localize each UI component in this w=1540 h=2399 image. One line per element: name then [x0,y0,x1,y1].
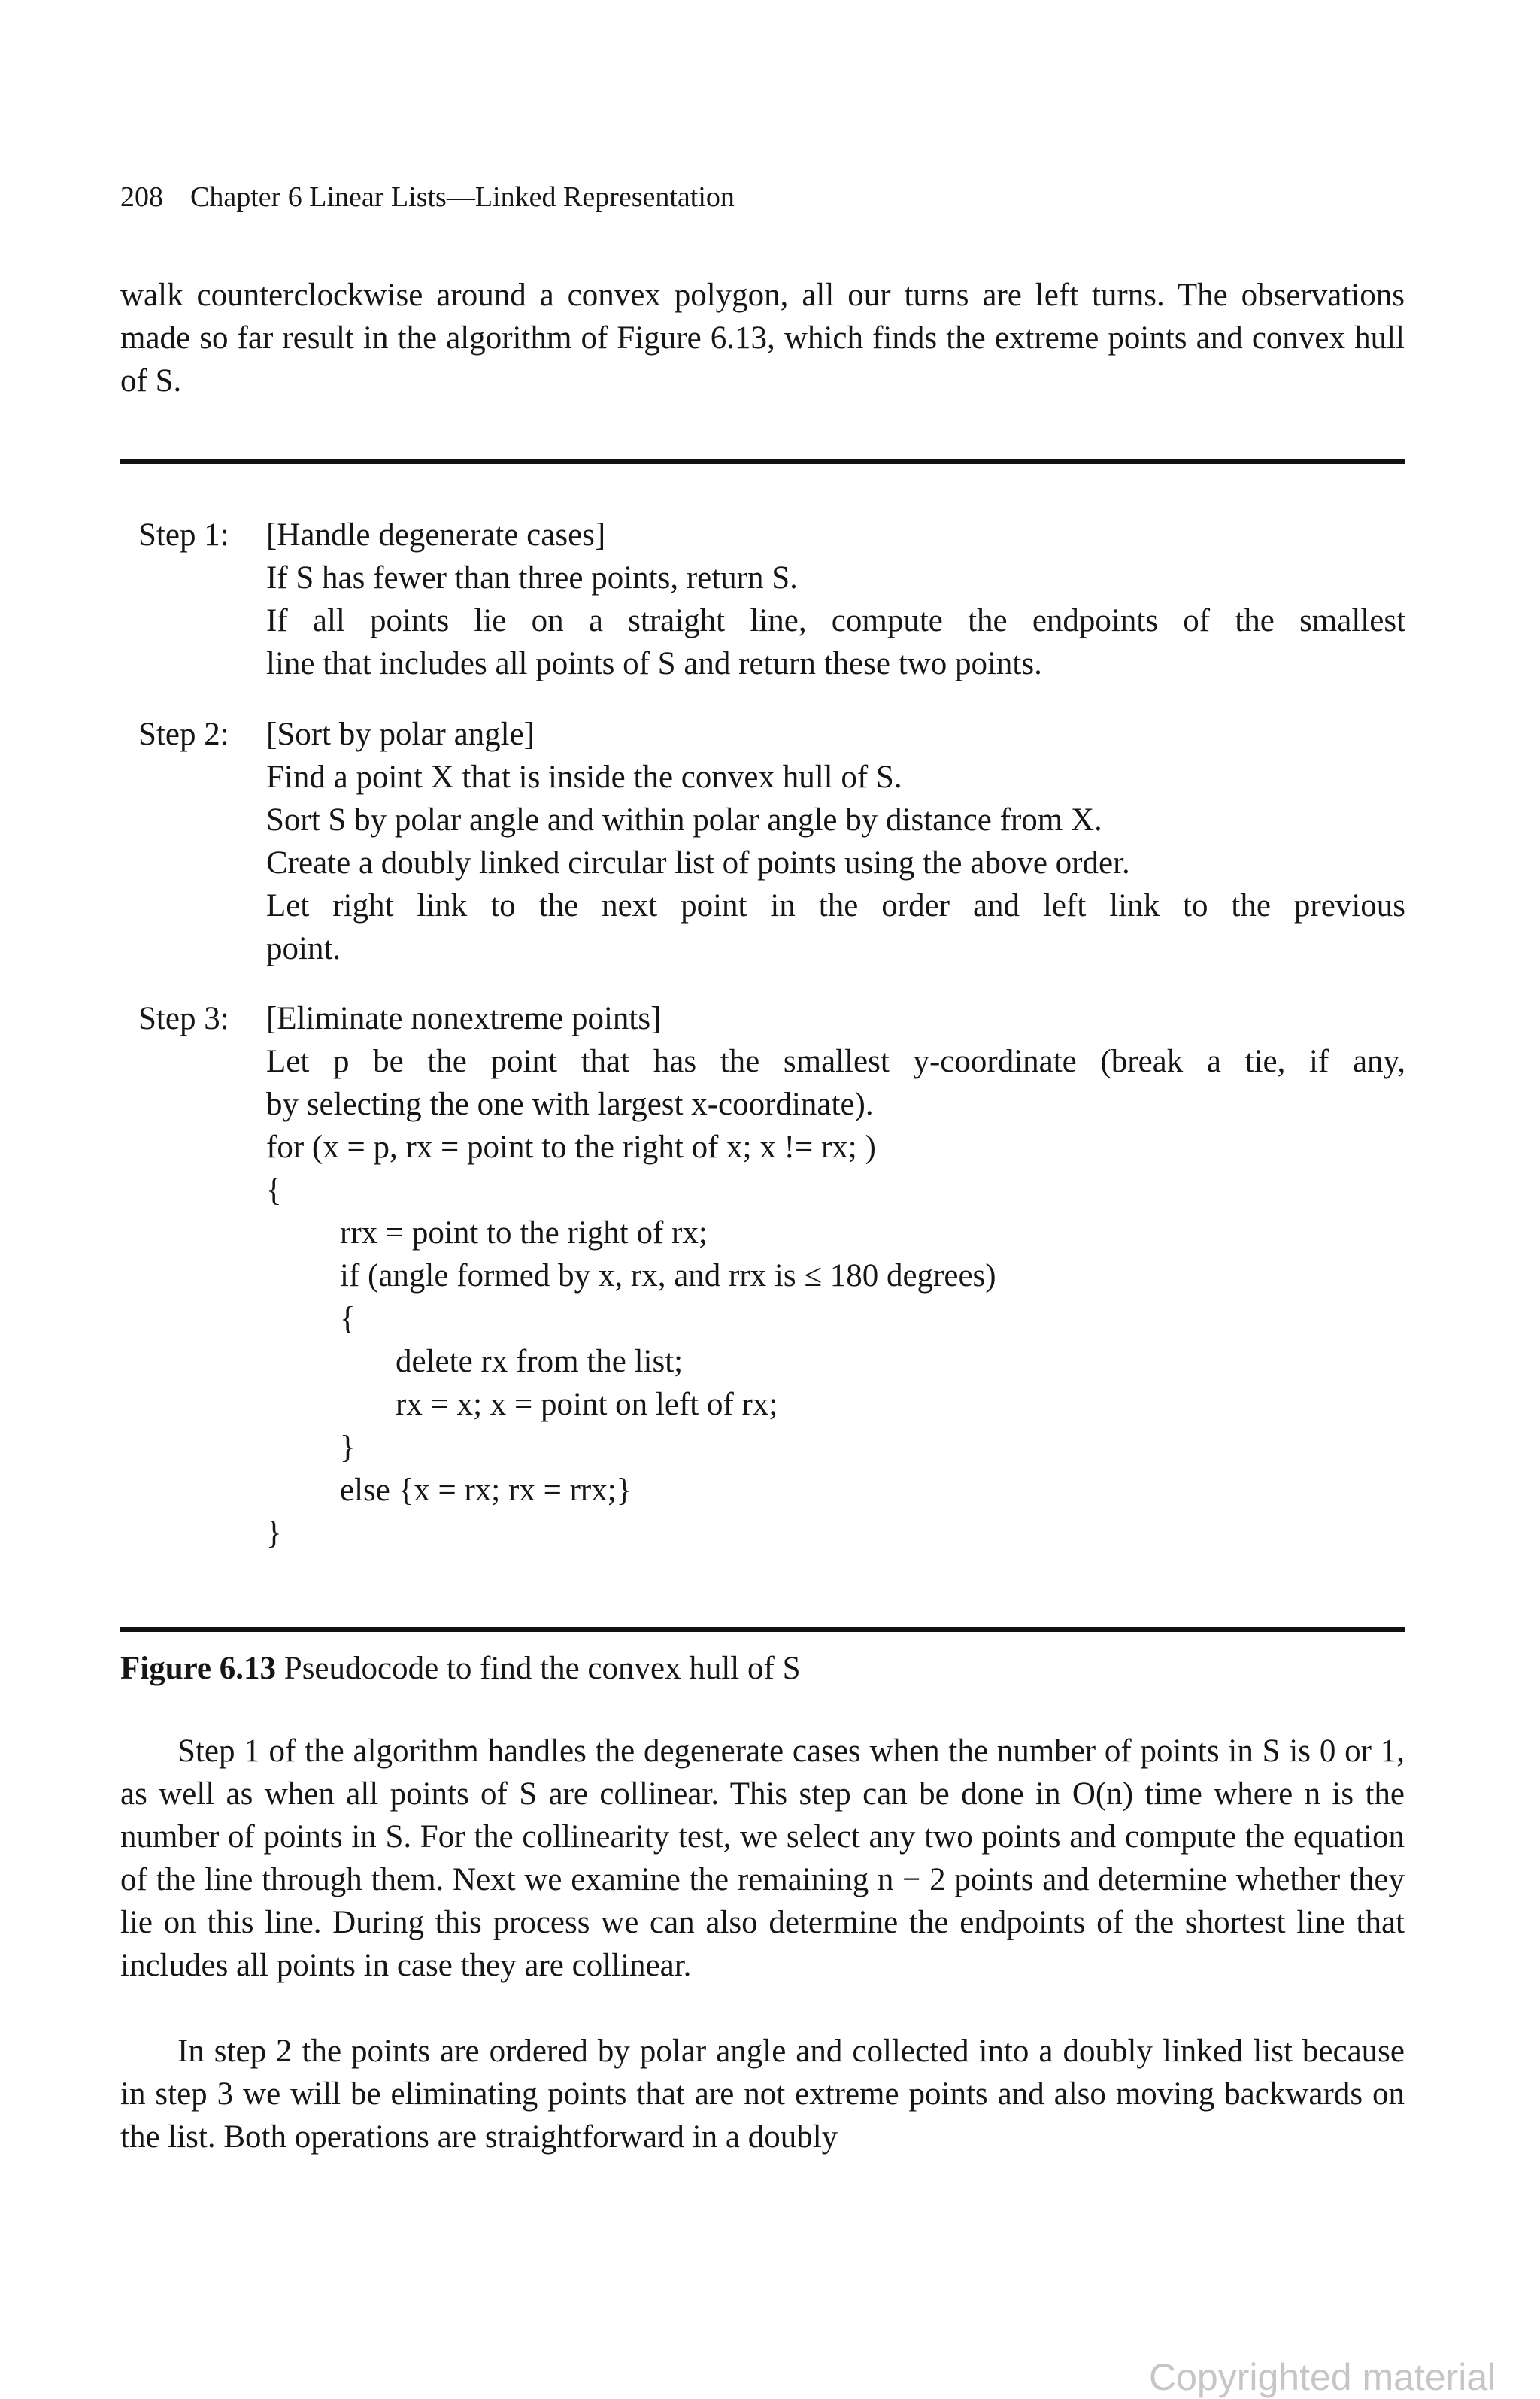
figure-caption-label: Figure 6.13 [120,1651,277,1686]
figure-caption-text: Pseudocode to find the convex hull of S [283,1651,801,1686]
figure-top-rule [120,459,1405,464]
step-1-label: Step 1: [138,517,229,553]
step-1-title: [Handle degenerate cases] [266,517,606,553]
pseudocode-line: for (x = p, rx = point to the right of x; x != rx; ) [266,1130,876,1165]
step-3-line: by selecting the one with largest x-coordinate). [266,1087,874,1122]
pseudocode-line: } [340,1430,356,1465]
step-2-line: Find a point X that is inside the convex hull of S. [266,760,902,795]
pseudocode-line: rx = x; x = point on left of rx; [396,1387,778,1422]
page-number: 208 [120,181,163,213]
step-1-line: line that includes all points of S and return these two points. [266,646,1042,681]
running-title: Chapter 6 Linear Lists—Linked Representation [190,181,735,213]
figure-caption [120,1647,800,1690]
pseudocode-line: delete rx from the list; [396,1344,684,1379]
step-2-label: Step 2: [138,717,229,752]
step-2-line: Create a doubly linked circular list of points using the above order. [266,845,1130,881]
intro-paragraph: walk counterclockwise around a convex polygon, all our turns are left turns. The observations made so far result in the algorithm of Figure 6.13, which finds the extreme points and convex hull of S. [120,278,1405,399]
pseudocode-line: } [266,1515,282,1551]
pseudocode-line: { [340,1301,356,1336]
step-1-line: If S has fewer than three points, return S. [266,560,798,596]
step-1-line: If all points lie on a straight line, compute the endpoints of the smallest [266,603,1405,638]
step-1-body [266,514,1405,685]
step-3-body [266,997,1405,1554]
body-paragraph: In step 2 the points are ordered by polar angle and collected into a doubly linked list because in step 3 we will be eliminating points that are not extreme points and also moving backwards on the list. Both operations are straightforward in a doubly [120,2034,1405,2155]
pseudocode-line: else {x = rx; rx = rrx;} [340,1472,632,1508]
step-2-line: Let right link to the next point in the order and left link to the previous [266,888,1405,924]
step-3-label: Step 3: [138,1001,229,1036]
pseudocode-line: { [266,1172,282,1208]
step-2-title: [Sort by polar angle] [266,717,535,752]
step-2-body [266,713,1405,970]
step-2-line: Sort S by polar angle and within polar angle by distance from X. [266,802,1102,838]
figure-bottom-rule [120,1627,1405,1632]
running-header [120,180,735,214]
step-3-line: Let p be the point that has the smallest y-coordinate (break a tie, if any, [266,1044,1405,1079]
step-2-line: point. [266,931,341,966]
step-3-title: [Eliminate nonextreme points] [266,1001,662,1036]
body-paragraph: Step 1 of the algorithm handles the degenerate cases when the number of points in S is 0 or 1, as well as when all points of S are collinear. This step can be done in O(n) time where n is the number of points in S. For the collinearity test, we select any two points and compute the equation of the line through them. Next we examine the remaining n − 2 points and determine whether they lie on this line. During this process we can also determine the endpoints of the shortest line that includes all points in case they are collinear. [120,1733,1405,1983]
pseudocode-line: if (angle formed by x, rx, and rrx is ≤ 180 degrees) [340,1258,996,1294]
copyright-watermark: Copyrighted material [1149,2356,1496,2398]
pseudocode-line: rrx = point to the right of rx; [340,1215,708,1251]
